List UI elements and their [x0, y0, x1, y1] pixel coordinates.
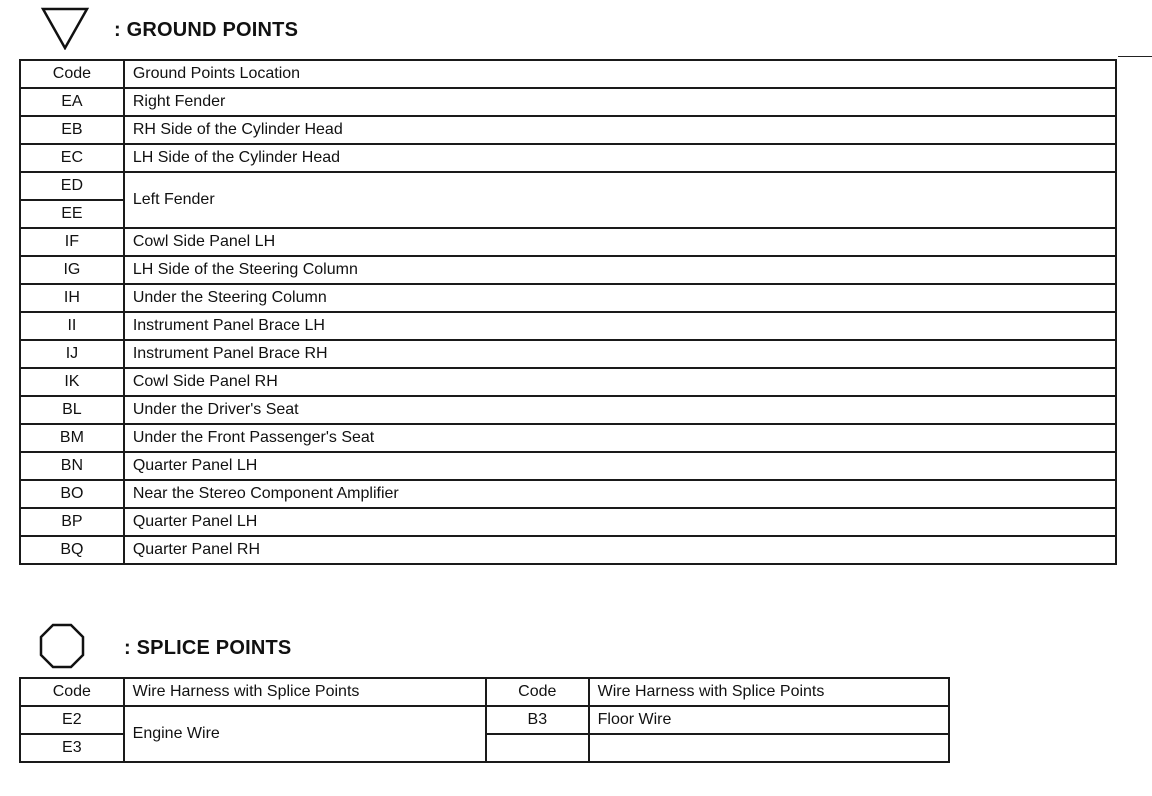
- table-row: [20, 256, 1116, 284]
- table-row: [20, 536, 1116, 564]
- table-row: [20, 144, 1116, 172]
- table-row: [20, 706, 949, 734]
- row-code: IJ: [20, 340, 124, 368]
- row-location: Right Fender: [124, 88, 1116, 116]
- row-location: Near the Stereo Component Amplifier: [124, 480, 1116, 508]
- row-location: RH Side of the Cylinder Head: [124, 116, 1116, 144]
- table-row: [20, 340, 1116, 368]
- header-code-right: Code: [486, 678, 589, 706]
- row-location: Cowl Side Panel RH: [124, 368, 1116, 396]
- row-code: BP: [20, 508, 124, 536]
- row-location: Instrument Panel Brace LH: [124, 312, 1116, 340]
- header-harness-right: Wire Harness with Splice Points: [589, 678, 949, 706]
- table-row: [20, 284, 1116, 312]
- table-row: [20, 480, 1116, 508]
- row-location: Cowl Side Panel LH: [124, 228, 1116, 256]
- table-row: [20, 312, 1116, 340]
- row-code-left: E3: [20, 734, 124, 762]
- row-code: IK: [20, 368, 124, 396]
- table-row: [20, 228, 1116, 256]
- row-location: LH Side of the Cylinder Head: [124, 144, 1116, 172]
- row-location: Instrument Panel Brace RH: [124, 340, 1116, 368]
- table-row: [20, 116, 1116, 144]
- row-code: BQ: [20, 536, 124, 564]
- ground-points-table: [19, 59, 1117, 565]
- octagon-icon: [38, 622, 86, 675]
- row-location: Under the Driver's Seat: [124, 396, 1116, 424]
- row-code: EC: [20, 144, 124, 172]
- ground-points-heading: [40, 6, 298, 55]
- splice-points-heading: [38, 622, 291, 675]
- row-location: LH Side of the Steering Column: [124, 256, 1116, 284]
- row-location: Quarter Panel LH: [124, 508, 1116, 536]
- row-code: EB: [20, 116, 124, 144]
- header-code: Code: [20, 60, 124, 88]
- row-code: EA: [20, 88, 124, 116]
- header-harness-left: Wire Harness with Splice Points: [124, 678, 486, 706]
- row-location: Quarter Panel LH: [124, 452, 1116, 480]
- row-location: Quarter Panel RH: [124, 536, 1116, 564]
- row-code: BL: [20, 396, 124, 424]
- row-code: ED: [20, 172, 124, 200]
- row-harness-left: Engine Wire: [124, 706, 486, 762]
- splice-points-table: [19, 677, 950, 763]
- header-code-left: Code: [20, 678, 124, 706]
- table-row: [20, 88, 1116, 116]
- splice-points-title: : SPLICE POINTS: [124, 637, 292, 659]
- row-harness-right: Floor Wire: [589, 706, 949, 734]
- table-row: [20, 396, 1116, 424]
- row-code: EE: [20, 200, 124, 228]
- row-code-left: E2: [20, 706, 124, 734]
- table-row: [20, 368, 1116, 396]
- table-row: [20, 172, 1116, 200]
- table-row: [20, 452, 1116, 480]
- table-header-row: [20, 678, 949, 706]
- row-code-right: [486, 734, 589, 762]
- row-harness-right: [589, 734, 949, 762]
- row-location: Left Fender: [124, 172, 1116, 228]
- table-row: [20, 508, 1116, 536]
- divider-line: [1118, 56, 1152, 57]
- row-code: BO: [20, 480, 124, 508]
- ground-points-title: : GROUND POINTS: [114, 19, 299, 41]
- row-code: BM: [20, 424, 124, 452]
- header-location: Ground Points Location: [124, 60, 1116, 88]
- row-code: II: [20, 312, 124, 340]
- row-code: IF: [20, 228, 124, 256]
- triangle-down-icon: [40, 6, 90, 55]
- table-row: [20, 424, 1116, 452]
- row-location: Under the Steering Column: [124, 284, 1116, 312]
- table-header-row: [20, 60, 1116, 88]
- row-location: Under the Front Passenger's Seat: [124, 424, 1116, 452]
- row-code-right: B3: [486, 706, 589, 734]
- row-code: IH: [20, 284, 124, 312]
- row-code: IG: [20, 256, 124, 284]
- row-code: BN: [20, 452, 124, 480]
